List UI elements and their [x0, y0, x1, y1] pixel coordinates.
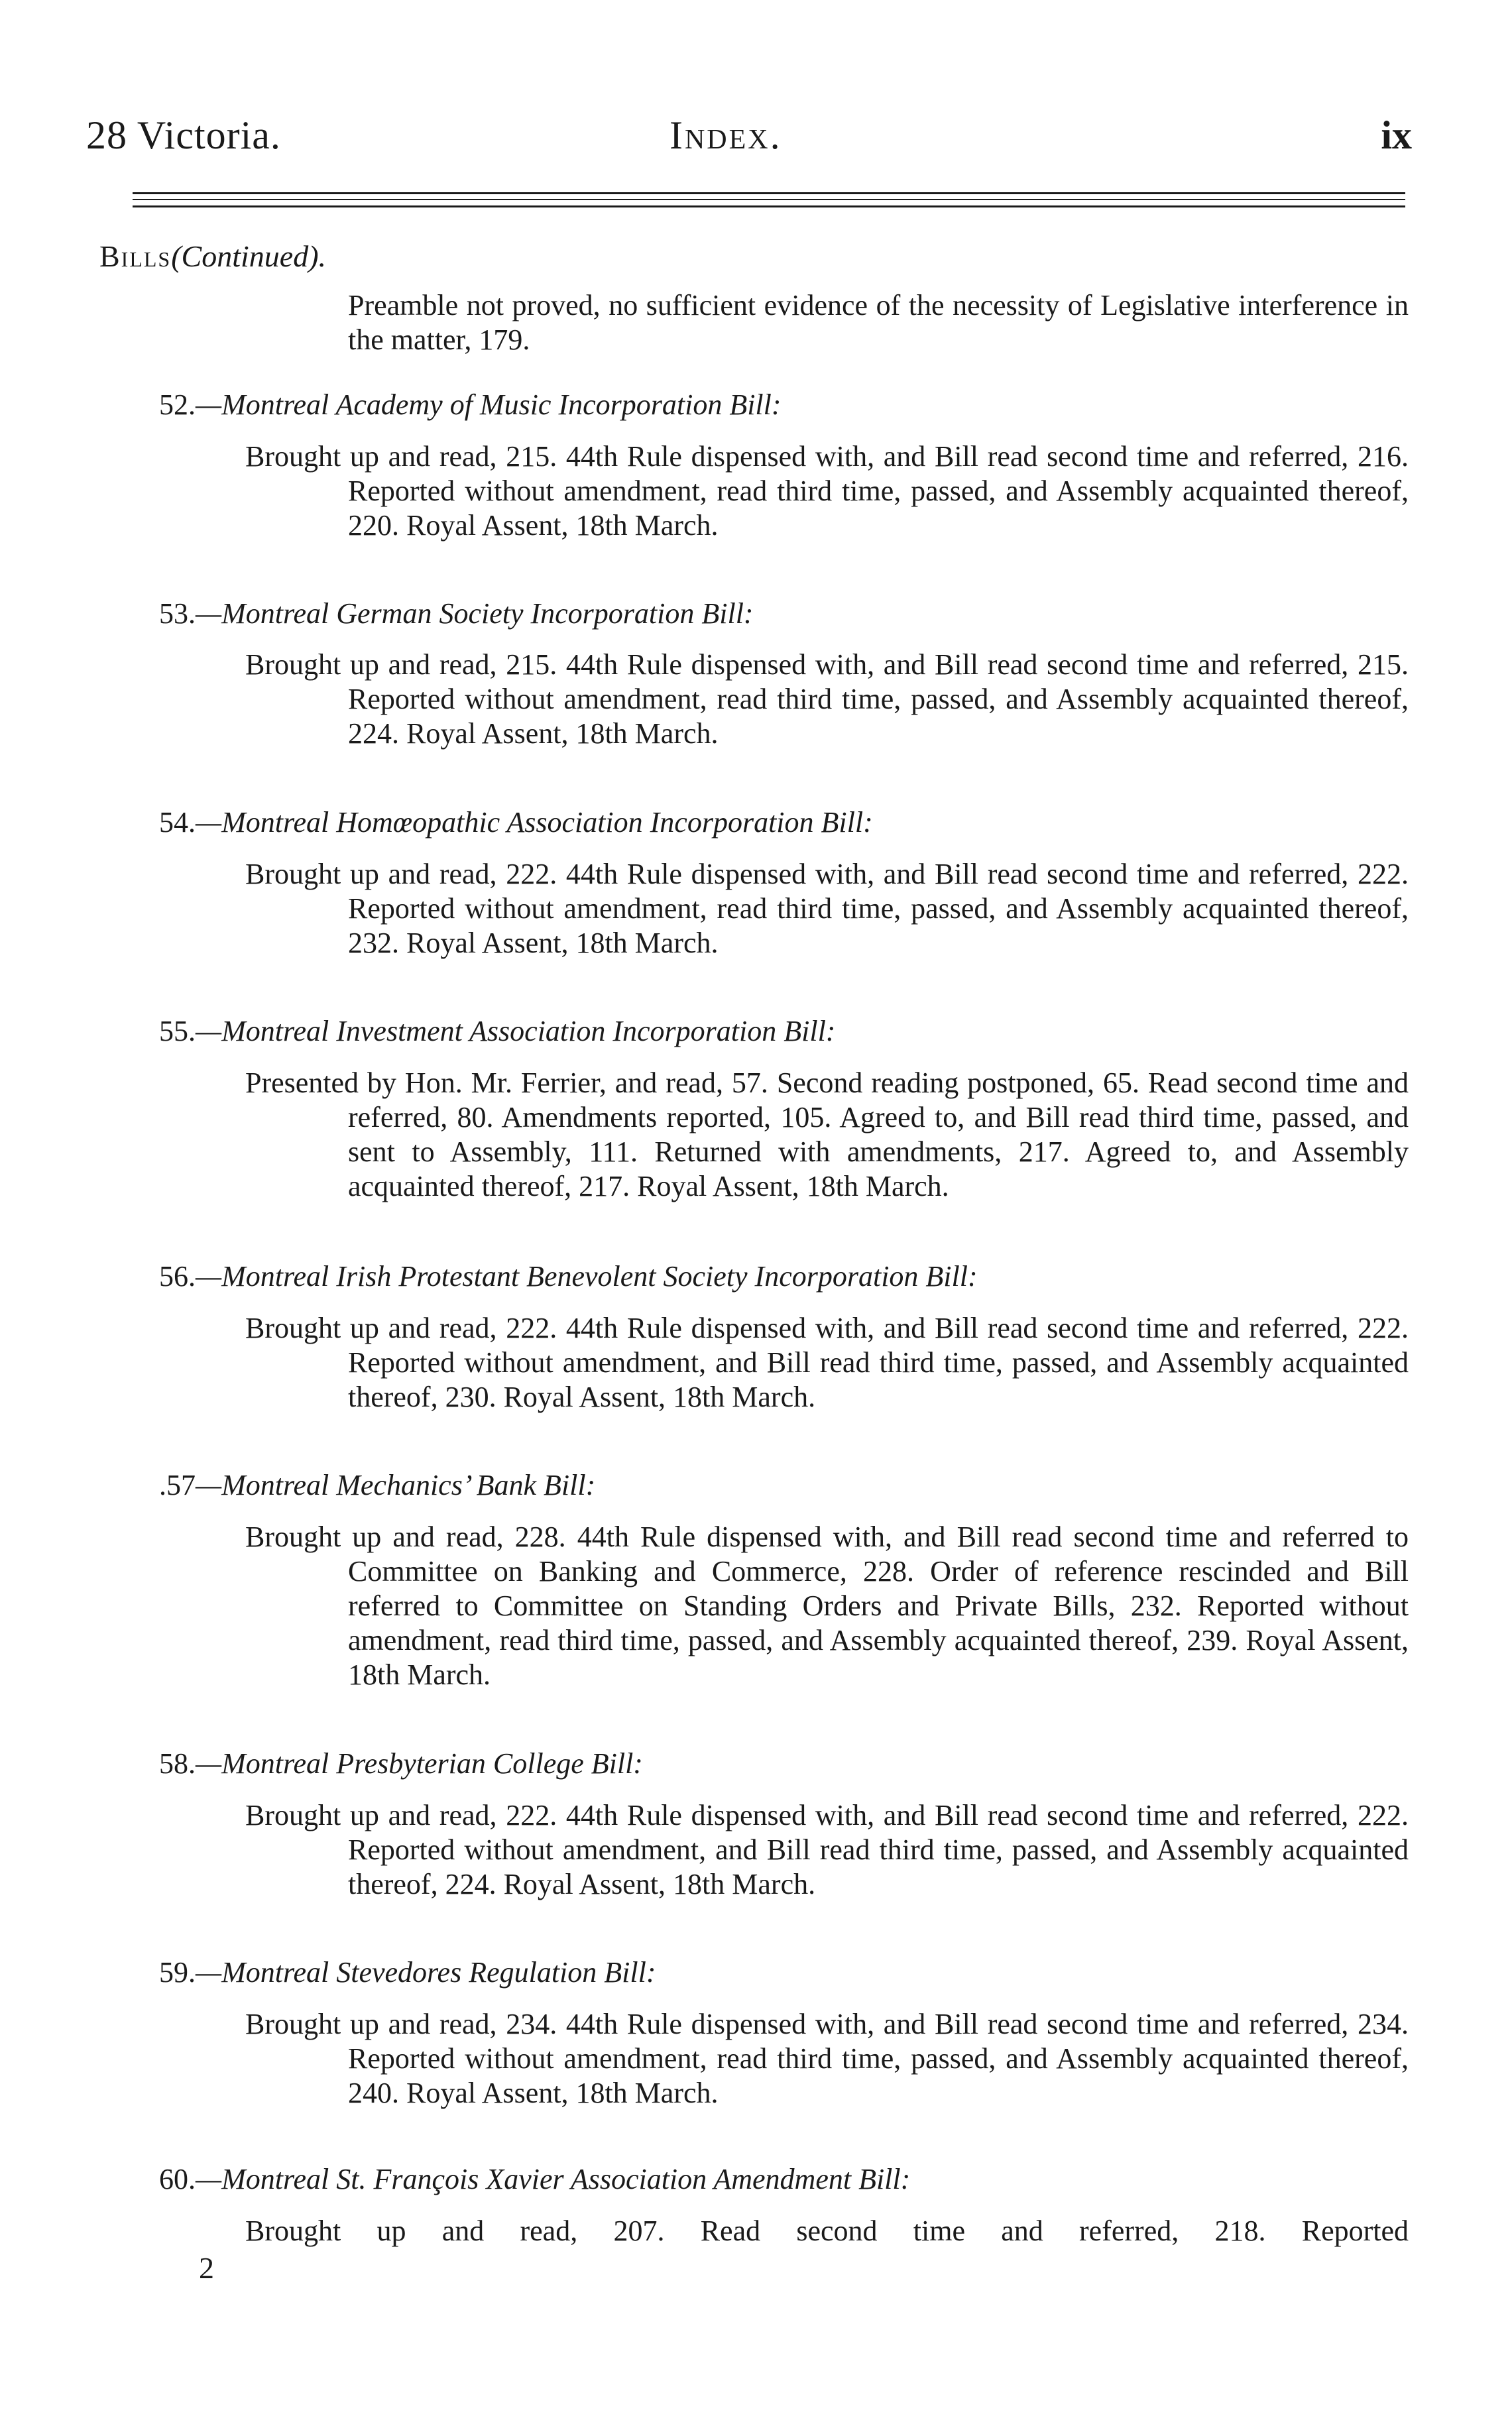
entry-title: [159, 1955, 656, 1990]
entry-title: [159, 388, 782, 422]
entry-title: [159, 1014, 835, 1049]
intro-paragraph: Preamble not proved, no sufficient evidence of the necessity of Legislative interference in the matter, 179.: [348, 289, 1409, 356]
entry-name: —Montreal Stevedores Regulation Bill:: [196, 1956, 656, 1989]
entry-name: —Montreal Homœopathic Association Incorporation Bill:: [196, 806, 873, 839]
entry-name: —Montreal Presbyterian College Bill:: [196, 1747, 643, 1780]
entry-text: Brought up and read, 207. Read second time and referred, 218. Reported: [245, 2215, 1409, 2247]
entry-text: Brought up and read, 222. 44th Rule dispensed with, and Bill read second time and referred, 222. Reported without amendment, and Bill read third time, passed, and Assembly acquainted thereof, 230. Royal Assent, 18th March.: [245, 1312, 1409, 1413]
header-rule-bottom: [133, 205, 1405, 207]
entry-title: [159, 1259, 978, 1294]
entry-number: 60.: [159, 2163, 196, 2195]
header-rule-middle: [133, 199, 1405, 200]
entry-name: —Montreal St. François Xavier Association Amendment Bill:: [196, 2163, 911, 2195]
entry-number: 54.: [159, 806, 196, 839]
entry-text: Brought up and read, 222. 44th Rule dispensed with, and Bill read second time and referred, 222. Reported without amendment, read third time, passed, and Assembly acquainted thereof, 232. Royal Assent, 18th March.: [245, 858, 1409, 959]
entry-text: Brought up and read, 234. 44th Rule dispensed with, and Bill read second time and referred, 234. Reported without amendment, read third time, passed, and Assembly acquainted thereof, 240. Royal Assent, 18th March.: [245, 2008, 1409, 2109]
entry-title: [159, 805, 873, 840]
entry-text: Brought up and read, 215. 44th Rule dispensed with, and Bill read second time and referred, 216. Reported without amendment, read third time, passed, and Assembly acquainted thereof, 220. Royal Assent, 18th March.: [245, 440, 1409, 542]
entry-title: [159, 1747, 643, 1781]
running-head: [86, 113, 1412, 166]
entry-number: 59.: [159, 1956, 196, 1989]
entry-text: Presented by Hon. Mr. Ferrier, and read, 57. Second reading postponed, 65. Read second time and referred, 80. Amendments reported, 105. Agreed to, and Bill read third time, passed, and sent to Assembly, 111. Returned with amendments, 217. Agreed to, and Assembly acquainted thereof, 217. Royal Assent, 18th March.: [245, 1067, 1409, 1202]
section-heading: [99, 239, 326, 274]
entry-number: 56.: [159, 1260, 196, 1293]
entry-title: [159, 597, 754, 631]
entry-number: 53.: [159, 597, 196, 630]
entry-number: .57: [159, 1469, 196, 1501]
section-name: Bills: [99, 239, 172, 273]
running-head-title: Index.: [669, 113, 782, 157]
entry-text: Brought up and read, 222. 44th Rule dispensed with, and Bill read second time and referred, 222. Reported without amendment, and Bill read third time, passed, and Assembly acquainted thereof, 224. Royal Assent, 18th March.: [245, 1799, 1409, 1900]
entry-name: —Montreal German Society Incorporation Bill:: [196, 597, 754, 630]
entry-title: [159, 1468, 595, 1503]
entry-text: Brought up and read, 228. 44th Rule dispensed with, and Bill read second time and referred to Committee on Banking and Commerce, 228. Order of reference rescinded and Bill referred to Committee on Standing Orders and Private Bills, 232. Reported without amendment, read third time, passed, and Assembly acquainted thereof, 239. Royal Assent, 18th March.: [245, 1521, 1409, 1691]
entry-text: Brought up and read, 215. 44th Rule dispensed with, and Bill read second time and referred, 215. Reported without amendment, read third time, passed, and Assembly acquainted thereof, 224. Royal Assent, 18th March.: [245, 648, 1409, 750]
entry-name: —Montreal Investment Association Incorporation Bill:: [196, 1015, 836, 1047]
entry-name: —Montreal Academy of Music Incorporation Bill:: [196, 388, 782, 421]
entry-number: 58.: [159, 1747, 196, 1780]
page-number: ix: [1381, 113, 1412, 157]
entry-name: —Montreal Mechanics’ Bank Bill:: [196, 1469, 596, 1501]
signature-mark: 2: [199, 2251, 214, 2285]
entry-title: [159, 2162, 910, 2197]
section-continued: (Continued).: [171, 239, 327, 273]
entry-number: 55.: [159, 1015, 196, 1047]
header-rule-top: [133, 192, 1405, 194]
entry-name: —Montreal Irish Protestant Benevolent Society Incorporation Bill:: [196, 1260, 978, 1293]
running-head-session: 28 Victoria.: [86, 113, 281, 157]
entry-number: 52.: [159, 388, 196, 421]
